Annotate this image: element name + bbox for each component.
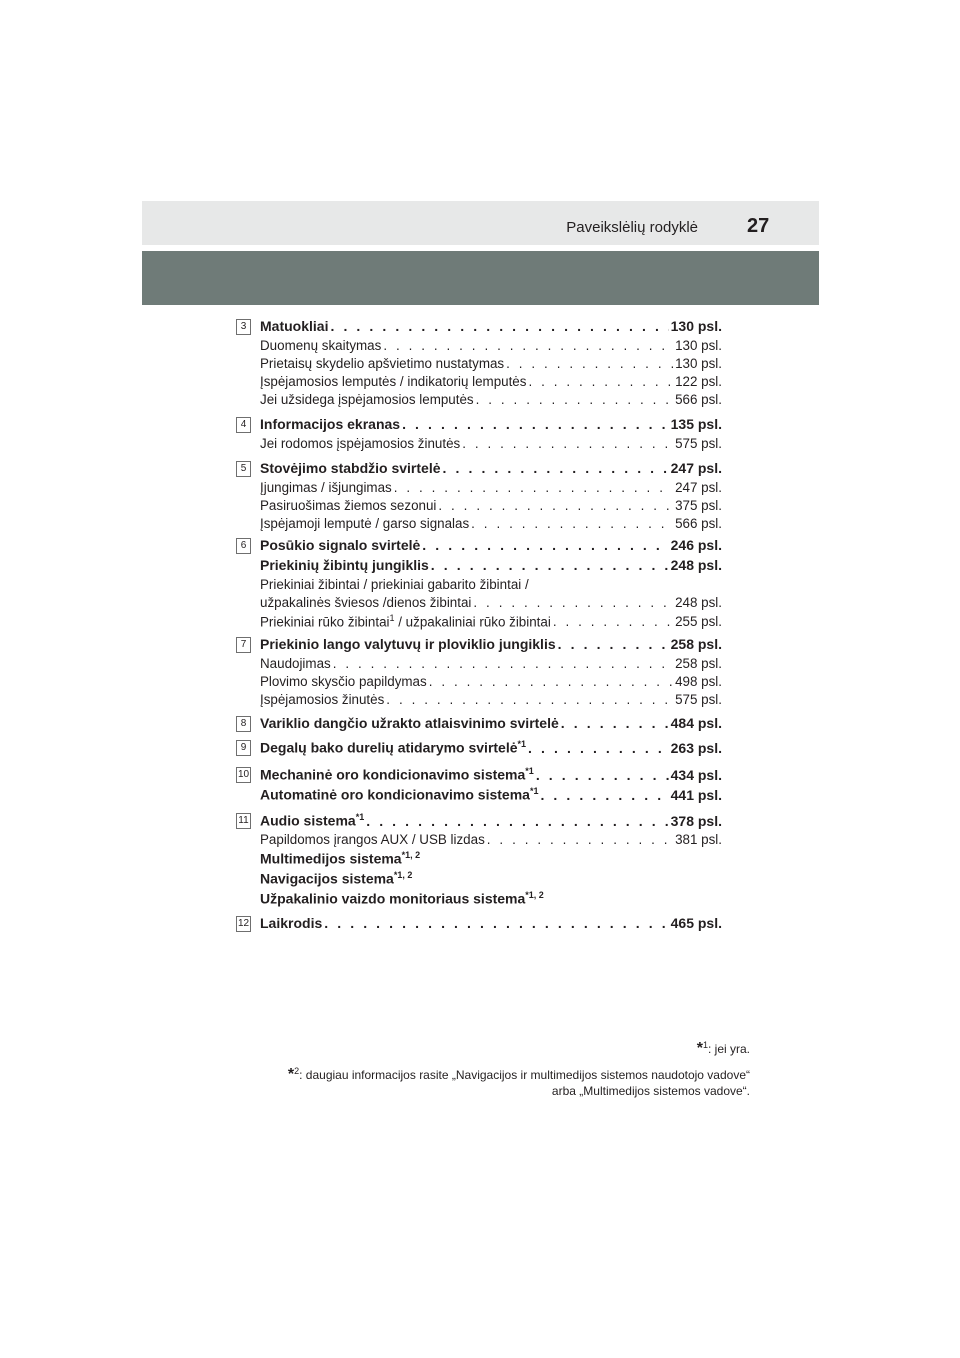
- page-reference: 135 psl.: [670, 416, 722, 432]
- entry-label: Įjungimas / išjungimas: [260, 480, 392, 495]
- section-title: Paveikslėlių rodyklė: [566, 219, 698, 236]
- index-entry: [260, 870, 722, 890]
- footnote-1: *$^1$: jei yra.: [696, 1040, 750, 1057]
- index-group: [236, 715, 722, 735]
- page-reference: 248 psl.: [670, 557, 722, 573]
- page-reference: 248 psl.: [675, 595, 722, 610]
- header-bar: [142, 201, 819, 245]
- dot-leader: [540, 787, 668, 803]
- item-number-badge: 3: [236, 319, 251, 335]
- dot-leader: [561, 715, 669, 731]
- page-reference: 263 psl.: [670, 739, 722, 756]
- entry-label: Stovėjimo stabdžio svirtelė: [260, 460, 441, 476]
- dot-leader: [462, 436, 673, 451]
- dot-leader: [366, 813, 668, 829]
- entry-label: Plovimo skysčio papildymas: [260, 674, 427, 689]
- index-subentry: [260, 577, 722, 595]
- dot-leader: [471, 516, 673, 531]
- item-number-badge: 7: [236, 637, 251, 653]
- entry-label: Laikrodis: [260, 915, 323, 931]
- entry-label: Papildomos įrangos AUX / USB lizdas: [260, 832, 485, 847]
- entry-label: Naudojimas: [260, 656, 331, 671]
- index-entry: [260, 416, 722, 436]
- page-reference: 465 psl.: [670, 915, 722, 931]
- dot-leader: [536, 767, 669, 783]
- page-reference: 247 psl.: [670, 460, 722, 476]
- index-entry: [260, 739, 722, 759]
- index-entry: [260, 557, 722, 577]
- entry-label: Degalų bako durelių atidarymo svirtelė$^{*1}$: [260, 739, 527, 756]
- entry-label: Navigacijos sistema$^{*1, 2}$: [260, 870, 413, 887]
- index-entry: [260, 786, 722, 806]
- dot-leader: [386, 692, 673, 707]
- entry-label: Prietaisų skydelio apšvietimo nustatymas: [260, 356, 505, 371]
- entry-label: Jei rodomos įspėjamosios žinutės: [260, 436, 461, 451]
- page-reference: 246 psl.: [670, 537, 722, 553]
- entry-label: Multimedijos sistema$^{*1, 2}$: [260, 850, 421, 867]
- index-group: [236, 812, 722, 910]
- index-entry: [260, 460, 722, 480]
- entry-label: Priekiniai žibintai / priekiniai gabarito žibintai /: [260, 577, 529, 592]
- dot-leader: [333, 656, 673, 671]
- index-subentry: [260, 356, 722, 374]
- dot-leader: [473, 595, 673, 610]
- index-group: [236, 416, 722, 454]
- page-reference: 484 psl.: [670, 715, 722, 731]
- index-subentry: [260, 374, 722, 392]
- item-number-badge: 12: [236, 916, 251, 932]
- page-reference: 566 psl.: [675, 392, 722, 407]
- dot-leader: [330, 318, 668, 334]
- index-group: [236, 915, 722, 935]
- footnote-2: *$^2$: daugiau informacijos rasite „Navigacijos ir multimedijos sistemos naudotojo vadove“ arba „Multimedijos sistemos vadove“.: [287, 1066, 750, 1098]
- page-reference: 122 psl.: [675, 374, 722, 389]
- index-subentry: [260, 392, 722, 410]
- index-entry: [260, 715, 722, 735]
- index-group: [236, 318, 722, 410]
- index-subentry: [260, 436, 722, 454]
- page-reference: 434 psl.: [670, 766, 722, 783]
- dot-leader: [394, 480, 673, 495]
- index-entry: [260, 318, 722, 338]
- index-group: [236, 636, 722, 710]
- dot-leader: [422, 537, 668, 553]
- page-reference: 255 psl.: [675, 614, 722, 630]
- dot-leader: [383, 338, 673, 353]
- item-number-badge: 10: [236, 767, 251, 783]
- index-entry: [260, 812, 722, 832]
- index-subentry: [260, 516, 722, 534]
- index-entry: [260, 636, 722, 656]
- index-subentry: [260, 498, 722, 516]
- entry-label: užpakalinės šviesos /dienos žibintai: [260, 595, 472, 610]
- index-subentry: [260, 656, 722, 674]
- index-entry: [260, 850, 722, 870]
- item-number-badge: 9: [236, 740, 251, 756]
- index-group: [236, 739, 722, 759]
- page-reference: 258 psl.: [675, 656, 722, 671]
- dot-leader: [402, 416, 669, 432]
- dot-leader: [558, 636, 669, 652]
- index-subentry: [260, 480, 722, 498]
- page-reference: 575 psl.: [675, 436, 722, 451]
- index-entry: [260, 915, 722, 935]
- dot-leader: [476, 392, 673, 407]
- index-entry: [260, 766, 722, 786]
- dot-leader: [487, 832, 673, 847]
- index-subentry: [260, 595, 722, 613]
- page-reference: 378 psl.: [670, 812, 722, 829]
- entry-label: Priekinių žibintų jungiklis: [260, 557, 429, 573]
- dot-leader: [438, 498, 673, 513]
- entry-label: Įspėjamosios lemputės / indikatorių lemputės: [260, 374, 527, 389]
- page-reference: 441 psl.: [670, 786, 722, 803]
- entry-label: Informacijos ekranas: [260, 416, 401, 432]
- item-number-badge: 6: [236, 538, 251, 554]
- index-subentry: [260, 338, 722, 356]
- index-group: [236, 537, 722, 631]
- index-entry: [260, 537, 722, 557]
- entry-label: Mechaninė oro kondicionavimo sistema$^{*1}$: [260, 766, 534, 783]
- index-subentry: [260, 674, 722, 692]
- header-band: [142, 251, 819, 305]
- index-entry: [260, 890, 722, 910]
- page-reference: 247 psl.: [675, 480, 722, 495]
- page-reference: 258 psl.: [670, 636, 722, 652]
- entry-label: Įspėjamoji lemputė / garso signalas: [260, 516, 470, 531]
- entry-label: Posūkio signalo svirtelė: [260, 537, 421, 553]
- item-number-badge: 11: [236, 813, 251, 829]
- entry-label: Duomenų skaitymas: [260, 338, 382, 353]
- page-reference: 130 psl.: [675, 338, 722, 353]
- dot-leader: [429, 674, 673, 689]
- entry-label: Priekinio lango valytuvų ir ploviklio jungiklis: [260, 636, 556, 652]
- page-reference: 566 psl.: [675, 516, 722, 531]
- entry-label: Jei užsidega įspėjamosios lemputės: [260, 392, 474, 407]
- entry-label: Pasiruošimas žiemos sezonui: [260, 498, 437, 513]
- page-reference: 575 psl.: [675, 692, 722, 707]
- item-number-badge: 8: [236, 716, 251, 732]
- page-number: 27: [747, 215, 770, 237]
- page-reference: 381 psl.: [675, 832, 722, 847]
- dot-leader: [506, 356, 673, 371]
- entry-label: Užpakalinio vaizdo monitoriaus sistema$^{*1, 2}$: [260, 890, 544, 907]
- dot-leader: [443, 460, 669, 476]
- entry-label: Įspėjamosios žinutės: [260, 692, 385, 707]
- dot-leader: [528, 740, 669, 756]
- entry-label: Automatinė oro kondicionavimo sistema$^{*1}$: [260, 786, 539, 803]
- entry-label: Priekiniai rūko žibintai$^1$ / užpakaliniai rūko žibintai: [260, 613, 551, 630]
- item-number-badge: 4: [236, 417, 251, 433]
- page-reference: 130 psl.: [675, 356, 722, 371]
- dot-leader: [553, 614, 673, 629]
- item-number-badge: 5: [236, 461, 251, 477]
- index-subentry: [260, 613, 722, 631]
- index-subentry: [260, 832, 722, 850]
- page-reference: 130 psl.: [670, 318, 722, 334]
- page-reference: 498 psl.: [675, 674, 722, 689]
- entry-label: Matuokliai: [260, 318, 329, 334]
- page-reference: 375 psl.: [675, 498, 722, 513]
- index-group: [236, 766, 722, 806]
- index-group: [236, 460, 722, 534]
- dot-leader: [324, 915, 668, 931]
- index-subentry: [260, 692, 722, 710]
- dot-leader: [431, 557, 669, 573]
- dot-leader: [528, 374, 673, 389]
- entry-label: Variklio dangčio užrakto atlaisvinimo svirtelė: [260, 715, 559, 731]
- entry-label: Audio sistema$^{*1}$: [260, 812, 365, 829]
